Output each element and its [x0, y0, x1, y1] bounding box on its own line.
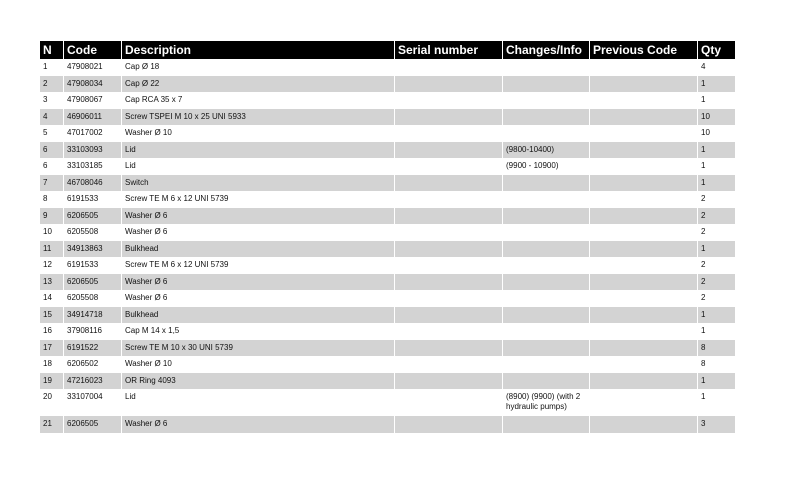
cell-description: Washer Ø 6: [122, 208, 394, 225]
cell-description: OR Ring 4093: [122, 373, 394, 390]
cell-serial: [395, 290, 502, 307]
cell-code: 33107004: [67, 392, 103, 401]
cell-code: 47908021: [67, 62, 103, 71]
table-row: [40, 389, 735, 416]
cell-n: 18: [43, 359, 52, 368]
cell-previous: [590, 158, 697, 175]
cell-code: 6191533: [67, 260, 99, 269]
cell-serial: [395, 323, 502, 340]
cell-changes: [503, 109, 589, 126]
cell-previous: [590, 175, 697, 192]
cell-changes: [503, 323, 589, 340]
cell-n: 2: [40, 76, 63, 93]
cell-code: 34914718: [64, 307, 121, 324]
cell-serial: [395, 142, 502, 159]
table-row: [40, 76, 735, 93]
cell-changes: [503, 191, 589, 208]
table-row: [40, 290, 735, 307]
cell-description: Lid: [125, 392, 136, 401]
header-serial-number: Serial number: [395, 41, 502, 59]
cell-code: 33103185: [67, 161, 103, 170]
cell-description: Bulkhead: [122, 307, 394, 324]
cell-qty: 1: [698, 175, 735, 192]
cell-qty: 2: [698, 274, 735, 291]
cell-n: 9: [40, 208, 63, 225]
cell-changes: [503, 125, 589, 142]
cell-code: 46708046: [64, 175, 121, 192]
cell-description: Cap M 14 x 1,5: [125, 326, 180, 335]
cell-previous: [590, 257, 697, 274]
cell-description: Washer Ø 6: [122, 274, 394, 291]
table-row: [40, 109, 735, 126]
cell-code: 47908067: [67, 95, 103, 104]
table-row: [40, 191, 735, 208]
cell-previous: [590, 241, 697, 258]
cell-serial: [395, 224, 502, 241]
cell-previous: [590, 208, 697, 225]
cell-n: 15: [40, 307, 63, 324]
cell-previous: [590, 307, 697, 324]
cell-qty: 10: [698, 109, 735, 126]
cell-n: 4: [40, 109, 63, 126]
cell-qty: 1: [701, 326, 706, 335]
cell-code: 6205508: [67, 293, 99, 302]
parts-table: [39, 41, 736, 433]
cell-description: Washer Ø 6: [125, 293, 168, 302]
cell-previous: [590, 76, 697, 93]
table-row: [40, 142, 735, 159]
cell-previous: [590, 109, 697, 126]
table-row: [40, 59, 735, 76]
cell-changes: [503, 224, 589, 241]
cell-description: Cap RCA 35 x 7: [125, 95, 183, 104]
header-qty: Qty: [698, 41, 735, 59]
cell-changes: [503, 373, 589, 390]
cell-qty: 1: [698, 241, 735, 258]
cell-serial: [395, 307, 502, 324]
cell-serial: [395, 109, 502, 126]
cell-previous: [590, 356, 697, 373]
cell-description: Washer Ø 10: [125, 359, 172, 368]
table-row: [40, 158, 735, 175]
table-row: [40, 373, 735, 390]
cell-code: 6191533: [67, 194, 99, 203]
cell-n: 3: [43, 95, 48, 104]
table-row: [40, 257, 735, 274]
cell-n: 1: [43, 62, 48, 71]
cell-code: 6206502: [67, 359, 99, 368]
table-row: [40, 241, 735, 258]
header-previous-code: Previous Code: [590, 41, 697, 59]
cell-changes: [503, 241, 589, 258]
table-row: [40, 125, 735, 142]
cell-code: 6206505: [64, 274, 121, 291]
cell-qty: 8: [698, 340, 735, 357]
header-code: Code: [64, 41, 121, 59]
cell-previous: [590, 389, 697, 416]
cell-n: 17: [40, 340, 63, 357]
cell-serial: [395, 356, 502, 373]
table-row: [40, 274, 735, 291]
cell-qty: 2: [701, 260, 706, 269]
cell-n: 21: [40, 416, 63, 433]
cell-code: 37908116: [67, 326, 102, 335]
cell-changes: (9900 - 10900): [506, 161, 559, 170]
cell-changes: [503, 416, 589, 433]
table-row: [40, 323, 735, 340]
cell-changes: [503, 208, 589, 225]
cell-n: 11: [40, 241, 63, 258]
cell-code: 46906011: [64, 109, 121, 126]
cell-qty: 1: [701, 161, 706, 170]
cell-n: 20: [43, 392, 52, 401]
cell-qty: 2: [701, 194, 706, 203]
cell-serial: [395, 373, 502, 390]
cell-description: Screw TSPEI M 10 x 25 UNI 5933: [122, 109, 394, 126]
table-row: [40, 92, 735, 109]
table-row: [40, 416, 735, 433]
cell-qty: 4: [701, 62, 706, 71]
cell-n: 19: [40, 373, 63, 390]
cell-changes: [503, 274, 589, 291]
cell-qty: 10: [701, 128, 710, 137]
cell-changes: [503, 307, 589, 324]
cell-previous: [590, 340, 697, 357]
table-row: [40, 340, 735, 357]
cell-description: Cap Ø 22: [122, 76, 394, 93]
cell-qty: 1: [698, 307, 735, 324]
cell-serial: [395, 92, 502, 109]
cell-serial: [395, 416, 502, 433]
table-row: [40, 356, 735, 373]
cell-serial: [395, 175, 502, 192]
cell-changes: [503, 356, 589, 373]
cell-previous: [590, 373, 697, 390]
cell-code: 34913863: [64, 241, 121, 258]
cell-changes: [503, 290, 589, 307]
cell-changes: [503, 257, 589, 274]
cell-n: 13: [40, 274, 63, 291]
cell-code: 47216023: [64, 373, 121, 390]
cell-qty: 1: [701, 95, 706, 104]
cell-description: Washer Ø 6: [122, 416, 394, 433]
cell-n: 8: [43, 194, 48, 203]
header-n: N: [40, 41, 63, 59]
cell-n: 6: [40, 142, 63, 159]
cell-changes: [503, 340, 589, 357]
table-row: [40, 224, 735, 241]
cell-description: Bulkhead: [122, 241, 394, 258]
cell-changes: (9800-10400): [503, 142, 589, 159]
cell-changes: [503, 76, 589, 93]
cell-qty: 2: [701, 293, 706, 302]
cell-qty: 1: [698, 142, 735, 159]
cell-n: 14: [43, 293, 52, 302]
cell-changes: [503, 175, 589, 192]
cell-serial: [395, 125, 502, 142]
table-row: [40, 175, 735, 192]
cell-previous: [590, 59, 697, 76]
cell-description: Screw TE M 10 x 30 UNI 5739: [122, 340, 394, 357]
cell-code: 47017002: [67, 128, 103, 137]
cell-previous: [590, 191, 697, 208]
cell-qty: 1: [701, 392, 706, 401]
cell-serial: [395, 191, 502, 208]
cell-n: 12: [43, 260, 52, 269]
cell-code: 6206505: [64, 208, 121, 225]
cell-serial: [395, 340, 502, 357]
cell-changes: [503, 92, 589, 109]
cell-previous: [590, 416, 697, 433]
cell-serial: [395, 241, 502, 258]
cell-serial: [395, 274, 502, 291]
table-row: [40, 208, 735, 225]
cell-serial: [395, 158, 502, 175]
cell-previous: [590, 323, 697, 340]
cell-code: 33103093: [64, 142, 121, 159]
cell-n: 5: [43, 128, 48, 137]
header-changes-info: Changes/Info: [503, 41, 589, 59]
cell-previous: [590, 290, 697, 307]
cell-previous: [590, 125, 697, 142]
cell-previous: [590, 224, 697, 241]
cell-description: Washer Ø 6: [125, 227, 168, 236]
cell-n: 10: [43, 227, 52, 236]
cell-qty: 8: [701, 359, 706, 368]
cell-serial: [395, 76, 502, 93]
cell-serial: [395, 59, 502, 76]
cell-previous: [590, 92, 697, 109]
cell-serial: [395, 257, 502, 274]
cell-description: Washer Ø 10: [125, 128, 172, 137]
cell-changes: [503, 59, 589, 76]
cell-qty: 2: [698, 208, 735, 225]
cell-description: Screw TE M 6 x 12 UNI 5739: [125, 260, 229, 269]
cell-qty: 3: [698, 416, 735, 433]
cell-description: Switch: [122, 175, 394, 192]
cell-description: Cap Ø 18: [125, 62, 160, 71]
cell-previous: [590, 142, 697, 159]
cell-qty: 1: [698, 76, 735, 93]
cell-code: 6205508: [67, 227, 99, 236]
cell-serial: [395, 208, 502, 225]
cell-code: 6206505: [64, 416, 121, 433]
cell-serial: [395, 389, 502, 416]
cell-n: 16: [43, 326, 52, 335]
table-header-row: [40, 41, 735, 59]
cell-n: 7: [40, 175, 63, 192]
cell-previous: [590, 274, 697, 291]
cell-qty: 1: [698, 373, 735, 390]
cell-qty: 2: [701, 227, 706, 236]
cell-code: 6191522: [64, 340, 121, 357]
cell-description: Screw TE M 6 x 12 UNI 5739: [125, 194, 229, 203]
cell-changes: (8900) (9900) (with 2 hydraulic pumps): [506, 392, 581, 411]
cell-description: Lid: [122, 142, 394, 159]
cell-description: Lid: [125, 161, 136, 170]
cell-code: 47908034: [64, 76, 121, 93]
cell-n: 6: [43, 161, 48, 170]
header-description: Description: [122, 41, 394, 59]
table-row: [40, 307, 735, 324]
